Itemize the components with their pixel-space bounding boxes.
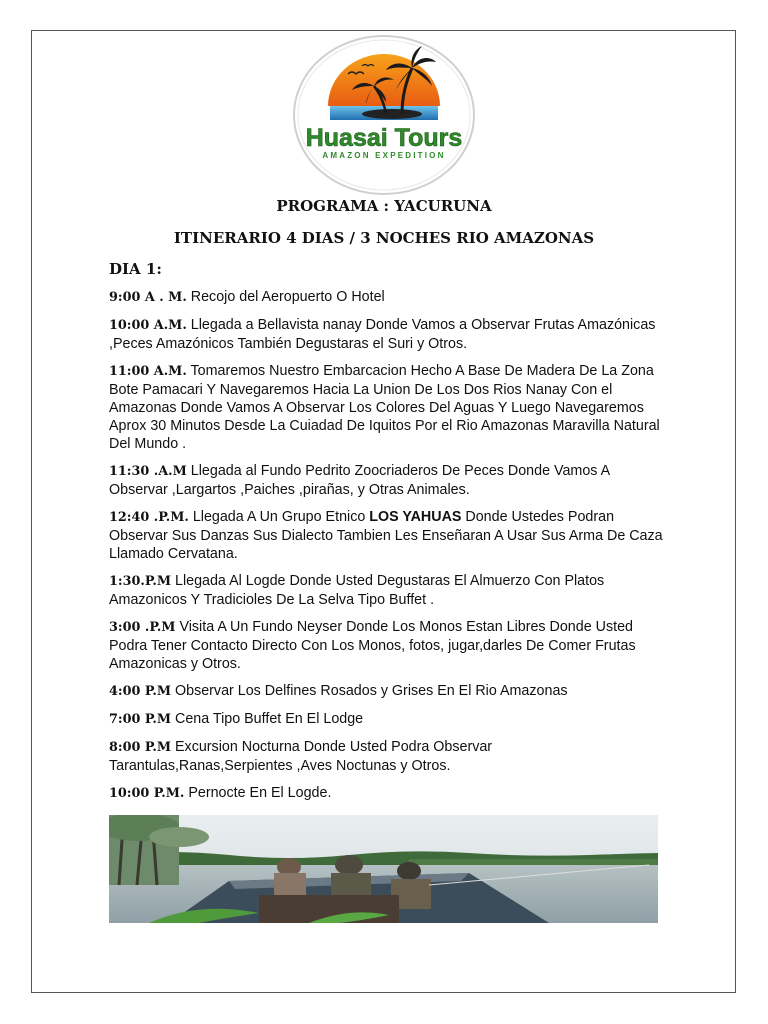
itinerary-entry: 10:00 P.M. Pernocte En El Logde. [109,785,332,801]
itinerary-title: ITINERARIO 4 DIAS / 3 NOCHES RIO AMAZONAS [173,229,595,247]
itinerary-entry: 7:00 P.M Cena Tipo Buffet En El Lodge [109,711,364,727]
itinerary-entry: 11:30 .A.M Llegada al Fundo Pedrito Zoocriaderos De Peces Donde Vamos A Observar ,Largartos ,Paiches ,pirañas, y Otras Animales. [109,463,610,498]
huasai-tours-logo [290,34,478,196]
river-boat-photo [109,815,658,923]
day-heading: DIA 1: [109,260,162,278]
logo-tagline: AMAZON EXPEDITION [322,151,446,160]
program-title: PROGRAMA : YACURUNA [276,197,492,215]
itinerary-entry: 11:00 A.M. Tomaremos Nuestro Embarcacion Hecho A Base De Madera De La Zona Bote Pamacari Y Navegaremos Hacia La Union De Los Dos Rios Nanay Con el Amazonas Donde Vamos A Observar Los Colores Del Aguas Y Luego Navegaremos Aprox 30 Minutos Desde La Cuiadad De Iquitos Por el Rio Amazonas Maravilla Natural Del Mundo . [109,363,660,452]
itinerary-list [109,288,664,812]
ethnic-group-name: LOS YAHUAS [369,509,462,525]
itinerary-entry: 4:00 P.M Observar Los Delfines Rosados y Grises En El Rio Amazonas [109,683,568,699]
itinerary-entry: 1:30.P.M Llegada Al Logde Donde Usted Degustaras El Almuerzo Con Platos Amazonicos Y Tradicioles De La Selva Tipo Buffet . [109,573,605,608]
itinerary-entry: 3:00 .P.M Visita A Un Fundo Neyser Donde Los Monos Estan Libres Donde Usted Podra Tener Contacto Directo Con Los Monos, fotos, jugar,darles De Comer Frutas Amazonicas y Otros. [109,619,636,672]
itinerary-entry: 12:40 .P.M. Llegada A Un Grupo Etnico LOS YAHUAS Donde Ustedes Podran Observar Sus Danzas Sus Dialecto Tambien Les Enseñaran A Usar Sus Arma De Caza Llamado Cervatana. [109,509,663,562]
itinerary-entry: 9:00 A . M. Recojo del Aeropuerto O Hotel [109,289,385,305]
itinerary-entry: 8:00 P.M Excursion Nocturna Donde Usted Podra Observar Tarantulas,Ranas,Serpientes ,Aves Noctunas y Otros. [109,739,493,774]
itinerary-entry: 10:00 A.M. Llegada a Bellavista nanay Donde Vamos a Observar Frutas Amazónicas ,Peces Amazónicos También Degustaras el Suri y Otros. [109,317,656,352]
logo-brand-text: Huasai Tours [305,124,463,152]
